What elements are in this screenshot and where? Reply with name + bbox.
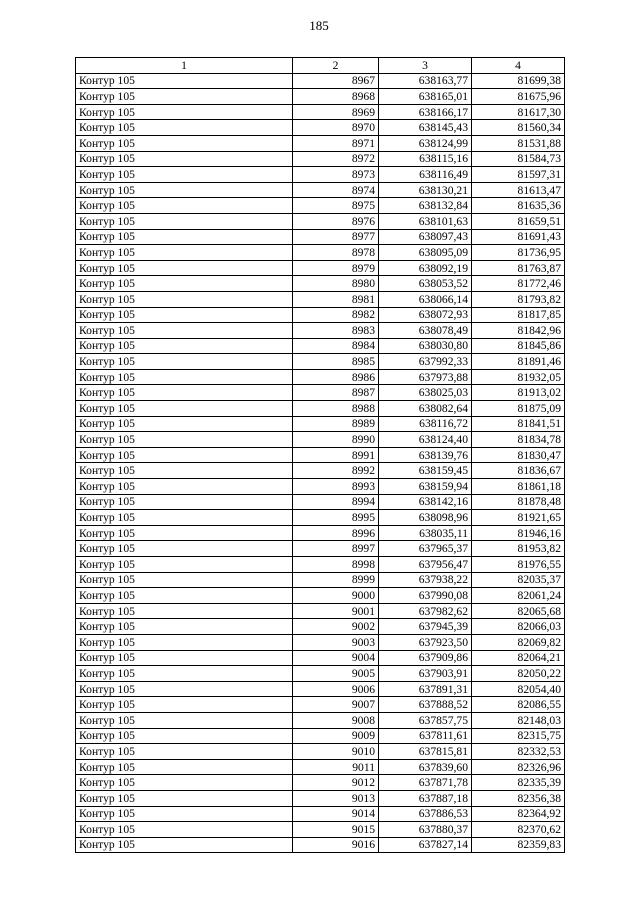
point-number-cell: 8989	[293, 416, 379, 432]
point-number-cell: 9013	[293, 790, 379, 806]
x-coordinate-cell: 637956,47	[379, 557, 472, 573]
point-number-cell: 9005	[293, 666, 379, 682]
y-coordinate-cell: 81560,34	[472, 120, 565, 136]
table-row	[76, 744, 565, 760]
contour-name-cell: Контур 105	[76, 182, 293, 198]
x-coordinate-cell: 638159,45	[379, 463, 472, 479]
table-row	[76, 650, 565, 666]
contour-name-cell: Контур 105	[76, 479, 293, 495]
contour-name-cell: Контур 105	[76, 245, 293, 261]
y-coordinate-cell: 81736,95	[472, 245, 565, 261]
table-row	[76, 213, 565, 229]
point-number-cell: 8988	[293, 401, 379, 417]
contour-name-cell: Контур 105	[76, 104, 293, 120]
y-coordinate-cell: 81875,09	[472, 401, 565, 417]
contour-name-cell: Контур 105	[76, 260, 293, 276]
y-coordinate-cell: 81772,46	[472, 276, 565, 292]
x-coordinate-cell: 638115,16	[379, 151, 472, 167]
point-number-cell: 8984	[293, 338, 379, 354]
y-coordinate-cell: 82315,75	[472, 728, 565, 744]
y-coordinate-cell: 82035,37	[472, 572, 565, 588]
x-coordinate-cell: 637909,86	[379, 650, 472, 666]
x-coordinate-cell: 638130,21	[379, 182, 472, 198]
y-coordinate-cell: 81817,85	[472, 307, 565, 323]
x-coordinate-cell: 637811,61	[379, 728, 472, 744]
point-number-cell: 9009	[293, 728, 379, 744]
point-number-cell: 9001	[293, 603, 379, 619]
table-row	[76, 572, 565, 588]
point-number-cell: 9008	[293, 712, 379, 728]
table-row	[76, 666, 565, 682]
x-coordinate-cell: 638066,14	[379, 291, 472, 307]
contour-name-cell: Контур 105	[76, 354, 293, 370]
x-coordinate-cell: 637923,50	[379, 634, 472, 650]
point-number-cell: 8978	[293, 245, 379, 261]
contour-name-cell: Контур 105	[76, 790, 293, 806]
y-coordinate-cell: 81763,87	[472, 260, 565, 276]
point-number-cell: 8987	[293, 385, 379, 401]
x-coordinate-cell: 637992,33	[379, 354, 472, 370]
point-number-cell: 8968	[293, 89, 379, 105]
y-coordinate-cell: 81699,38	[472, 73, 565, 89]
x-coordinate-cell: 637839,60	[379, 759, 472, 775]
x-coordinate-cell: 637871,78	[379, 775, 472, 791]
table-row	[76, 557, 565, 573]
y-coordinate-cell: 82054,40	[472, 681, 565, 697]
y-coordinate-cell: 82064,21	[472, 650, 565, 666]
y-coordinate-cell: 81913,02	[472, 385, 565, 401]
y-coordinate-cell: 81921,65	[472, 510, 565, 526]
contour-name-cell: Контур 105	[76, 666, 293, 682]
point-number-cell: 9011	[293, 759, 379, 775]
contour-name-cell: Контур 105	[76, 338, 293, 354]
y-coordinate-cell: 82364,92	[472, 806, 565, 822]
y-coordinate-cell: 81976,55	[472, 557, 565, 573]
contour-name-cell: Контур 105	[76, 837, 293, 853]
table-row	[76, 447, 565, 463]
y-coordinate-cell: 81613,47	[472, 182, 565, 198]
point-number-cell: 8992	[293, 463, 379, 479]
point-number-cell: 8993	[293, 479, 379, 495]
x-coordinate-cell: 638116,72	[379, 416, 472, 432]
x-coordinate-cell: 638035,11	[379, 525, 472, 541]
table-row	[76, 681, 565, 697]
x-coordinate-cell: 638139,76	[379, 447, 472, 463]
x-coordinate-cell: 638145,43	[379, 120, 472, 136]
contour-name-cell: Контур 105	[76, 432, 293, 448]
point-number-cell: 8975	[293, 198, 379, 214]
header-cell-2: 2	[293, 58, 379, 74]
contour-name-cell: Контур 105	[76, 650, 293, 666]
table-row	[76, 822, 565, 838]
y-coordinate-cell: 82061,24	[472, 588, 565, 604]
table-row	[76, 541, 565, 557]
x-coordinate-cell: 638092,19	[379, 260, 472, 276]
table-row	[76, 775, 565, 791]
contour-name-cell: Контур 105	[76, 229, 293, 245]
contour-name-cell: Контур 105	[76, 307, 293, 323]
contour-name-cell: Контур 105	[76, 385, 293, 401]
table-row	[76, 260, 565, 276]
table-row	[76, 728, 565, 744]
y-coordinate-cell: 82066,03	[472, 619, 565, 635]
table-row	[76, 759, 565, 775]
contour-name-cell: Контур 105	[76, 401, 293, 417]
table-row	[76, 276, 565, 292]
table-row	[76, 697, 565, 713]
table-row	[76, 416, 565, 432]
point-number-cell: 8979	[293, 260, 379, 276]
y-coordinate-cell: 81617,30	[472, 104, 565, 120]
point-number-cell: 9004	[293, 650, 379, 666]
contour-name-cell: Контур 105	[76, 198, 293, 214]
x-coordinate-cell: 638030,80	[379, 338, 472, 354]
y-coordinate-cell: 81842,96	[472, 323, 565, 339]
table-row	[76, 307, 565, 323]
header-row	[76, 58, 565, 74]
y-coordinate-cell: 82356,38	[472, 790, 565, 806]
table-row	[76, 120, 565, 136]
table-row	[76, 229, 565, 245]
y-coordinate-cell: 81659,51	[472, 213, 565, 229]
point-number-cell: 8977	[293, 229, 379, 245]
x-coordinate-cell: 637857,75	[379, 712, 472, 728]
x-coordinate-cell: 638166,17	[379, 104, 472, 120]
x-coordinate-cell: 638159,94	[379, 479, 472, 495]
point-number-cell: 9010	[293, 744, 379, 760]
point-number-cell: 8990	[293, 432, 379, 448]
contour-name-cell: Контур 105	[76, 557, 293, 573]
table-row	[76, 182, 565, 198]
table-row	[76, 494, 565, 510]
table-row	[76, 291, 565, 307]
table-row	[76, 198, 565, 214]
x-coordinate-cell: 637938,22	[379, 572, 472, 588]
x-coordinate-cell: 638142,16	[379, 494, 472, 510]
point-number-cell: 8972	[293, 151, 379, 167]
contour-name-cell: Контур 105	[76, 167, 293, 183]
y-coordinate-cell: 81793,82	[472, 291, 565, 307]
point-number-cell: 8980	[293, 276, 379, 292]
table-row	[76, 369, 565, 385]
table-row	[76, 510, 565, 526]
y-coordinate-cell: 81946,16	[472, 525, 565, 541]
table-row	[76, 790, 565, 806]
table-header	[76, 58, 565, 74]
table-row	[76, 837, 565, 853]
y-coordinate-cell: 82086,55	[472, 697, 565, 713]
x-coordinate-cell: 637815,81	[379, 744, 472, 760]
contour-name-cell: Контур 105	[76, 728, 293, 744]
table-row	[76, 385, 565, 401]
x-coordinate-cell: 637945,39	[379, 619, 472, 635]
table-row	[76, 401, 565, 417]
contour-name-cell: Контур 105	[76, 447, 293, 463]
contour-name-cell: Контур 105	[76, 712, 293, 728]
x-coordinate-cell: 637887,18	[379, 790, 472, 806]
x-coordinate-cell: 637886,53	[379, 806, 472, 822]
y-coordinate-cell: 82332,53	[472, 744, 565, 760]
contour-name-cell: Контур 105	[76, 619, 293, 635]
x-coordinate-cell: 638082,64	[379, 401, 472, 417]
y-coordinate-cell: 81932,05	[472, 369, 565, 385]
table-row	[76, 806, 565, 822]
y-coordinate-cell: 82326,96	[472, 759, 565, 775]
point-number-cell: 8995	[293, 510, 379, 526]
table-row	[76, 603, 565, 619]
point-number-cell: 8999	[293, 572, 379, 588]
x-coordinate-cell: 638072,93	[379, 307, 472, 323]
point-number-cell: 8982	[293, 307, 379, 323]
contour-name-cell: Контур 105	[76, 120, 293, 136]
table-row	[76, 619, 565, 635]
table-row	[76, 479, 565, 495]
table-body	[76, 73, 565, 853]
contour-name-cell: Контур 105	[76, 681, 293, 697]
y-coordinate-cell: 82050,22	[472, 666, 565, 682]
point-number-cell: 9016	[293, 837, 379, 853]
header-cell-4: 4	[472, 58, 565, 74]
contour-name-cell: Контур 105	[76, 510, 293, 526]
x-coordinate-cell: 638053,52	[379, 276, 472, 292]
contour-name-cell: Контур 105	[76, 73, 293, 89]
coordinates-table	[75, 57, 565, 853]
y-coordinate-cell: 81845,86	[472, 338, 565, 354]
y-coordinate-cell: 82065,68	[472, 603, 565, 619]
contour-name-cell: Контур 105	[76, 151, 293, 167]
x-coordinate-cell: 638095,09	[379, 245, 472, 261]
point-number-cell: 9007	[293, 697, 379, 713]
point-number-cell: 9006	[293, 681, 379, 697]
x-coordinate-cell: 638163,77	[379, 73, 472, 89]
x-coordinate-cell: 638098,96	[379, 510, 472, 526]
contour-name-cell: Контур 105	[76, 89, 293, 105]
point-number-cell: 8998	[293, 557, 379, 573]
header-cell-3: 3	[379, 58, 472, 74]
y-coordinate-cell: 81531,88	[472, 135, 565, 151]
x-coordinate-cell: 638078,49	[379, 323, 472, 339]
point-number-cell: 9000	[293, 588, 379, 604]
x-coordinate-cell: 638101,63	[379, 213, 472, 229]
y-coordinate-cell: 81597,31	[472, 167, 565, 183]
y-coordinate-cell: 81830,47	[472, 447, 565, 463]
point-number-cell: 8994	[293, 494, 379, 510]
y-coordinate-cell: 81836,67	[472, 463, 565, 479]
x-coordinate-cell: 638025,03	[379, 385, 472, 401]
point-number-cell: 8983	[293, 323, 379, 339]
contour-name-cell: Контур 105	[76, 806, 293, 822]
point-number-cell: 8996	[293, 525, 379, 541]
y-coordinate-cell: 81691,43	[472, 229, 565, 245]
point-number-cell: 8971	[293, 135, 379, 151]
point-number-cell: 9015	[293, 822, 379, 838]
table-row	[76, 338, 565, 354]
contour-name-cell: Контур 105	[76, 759, 293, 775]
point-number-cell: 8985	[293, 354, 379, 370]
contour-name-cell: Контур 105	[76, 572, 293, 588]
point-number-cell: 9012	[293, 775, 379, 791]
contour-name-cell: Контур 105	[76, 541, 293, 557]
page-number: 185	[309, 18, 329, 33]
point-number-cell: 8973	[293, 167, 379, 183]
x-coordinate-cell: 637982,62	[379, 603, 472, 619]
contour-name-cell: Контур 105	[76, 775, 293, 791]
contour-name-cell: Контур 105	[76, 416, 293, 432]
table-row	[76, 167, 565, 183]
x-coordinate-cell: 638165,01	[379, 89, 472, 105]
contour-name-cell: Контур 105	[76, 135, 293, 151]
y-coordinate-cell: 81878,48	[472, 494, 565, 510]
table-row	[76, 588, 565, 604]
table-row	[76, 151, 565, 167]
contour-name-cell: Контур 105	[76, 744, 293, 760]
x-coordinate-cell: 638124,99	[379, 135, 472, 151]
point-number-cell: 9014	[293, 806, 379, 822]
y-coordinate-cell: 82335,39	[472, 775, 565, 791]
point-number-cell: 8969	[293, 104, 379, 120]
x-coordinate-cell: 638132,84	[379, 198, 472, 214]
table-row	[76, 525, 565, 541]
x-coordinate-cell: 637903,91	[379, 666, 472, 682]
contour-name-cell: Контур 105	[76, 291, 293, 307]
point-number-cell: 8997	[293, 541, 379, 557]
x-coordinate-cell: 637990,08	[379, 588, 472, 604]
header-cell-1: 1	[76, 58, 293, 74]
point-number-cell: 8974	[293, 182, 379, 198]
y-coordinate-cell: 81584,73	[472, 151, 565, 167]
contour-name-cell: Контур 105	[76, 697, 293, 713]
contour-name-cell: Контур 105	[76, 369, 293, 385]
table-row	[76, 712, 565, 728]
y-coordinate-cell: 82069,82	[472, 634, 565, 650]
point-number-cell: 8981	[293, 291, 379, 307]
contour-name-cell: Контур 105	[76, 276, 293, 292]
point-number-cell: 8991	[293, 447, 379, 463]
y-coordinate-cell: 81675,96	[472, 89, 565, 105]
y-coordinate-cell: 81953,82	[472, 541, 565, 557]
x-coordinate-cell: 638124,40	[379, 432, 472, 448]
table-row	[76, 634, 565, 650]
table-row	[76, 354, 565, 370]
table-row	[76, 135, 565, 151]
y-coordinate-cell: 81635,36	[472, 198, 565, 214]
y-coordinate-cell: 82370,62	[472, 822, 565, 838]
table-row	[76, 245, 565, 261]
x-coordinate-cell: 637973,88	[379, 369, 472, 385]
contour-name-cell: Контур 105	[76, 588, 293, 604]
y-coordinate-cell: 81891,46	[472, 354, 565, 370]
point-number-cell: 8986	[293, 369, 379, 385]
y-coordinate-cell: 82359,83	[472, 837, 565, 853]
point-number-cell: 9003	[293, 634, 379, 650]
table-row	[76, 104, 565, 120]
contour-name-cell: Контур 105	[76, 822, 293, 838]
point-number-cell: 8967	[293, 73, 379, 89]
point-number-cell: 9002	[293, 619, 379, 635]
contour-name-cell: Контур 105	[76, 323, 293, 339]
x-coordinate-cell: 638116,49	[379, 167, 472, 183]
y-coordinate-cell: 81861,18	[472, 479, 565, 495]
x-coordinate-cell: 637880,37	[379, 822, 472, 838]
x-coordinate-cell: 638097,43	[379, 229, 472, 245]
table-row	[76, 73, 565, 89]
y-coordinate-cell: 81834,78	[472, 432, 565, 448]
contour-name-cell: Контур 105	[76, 634, 293, 650]
table-row	[76, 323, 565, 339]
contour-name-cell: Контур 105	[76, 603, 293, 619]
contour-name-cell: Контур 105	[76, 525, 293, 541]
contour-name-cell: Контур 105	[76, 213, 293, 229]
x-coordinate-cell: 637891,31	[379, 681, 472, 697]
point-number-cell: 8970	[293, 120, 379, 136]
y-coordinate-cell: 81841,51	[472, 416, 565, 432]
table-row	[76, 432, 565, 448]
contour-name-cell: Контур 105	[76, 494, 293, 510]
y-coordinate-cell: 82148,03	[472, 712, 565, 728]
table-row	[76, 463, 565, 479]
contour-name-cell: Контур 105	[76, 463, 293, 479]
table-row	[76, 89, 565, 105]
point-number-cell: 8976	[293, 213, 379, 229]
x-coordinate-cell: 637827,14	[379, 837, 472, 853]
x-coordinate-cell: 637888,52	[379, 697, 472, 713]
x-coordinate-cell: 637965,37	[379, 541, 472, 557]
